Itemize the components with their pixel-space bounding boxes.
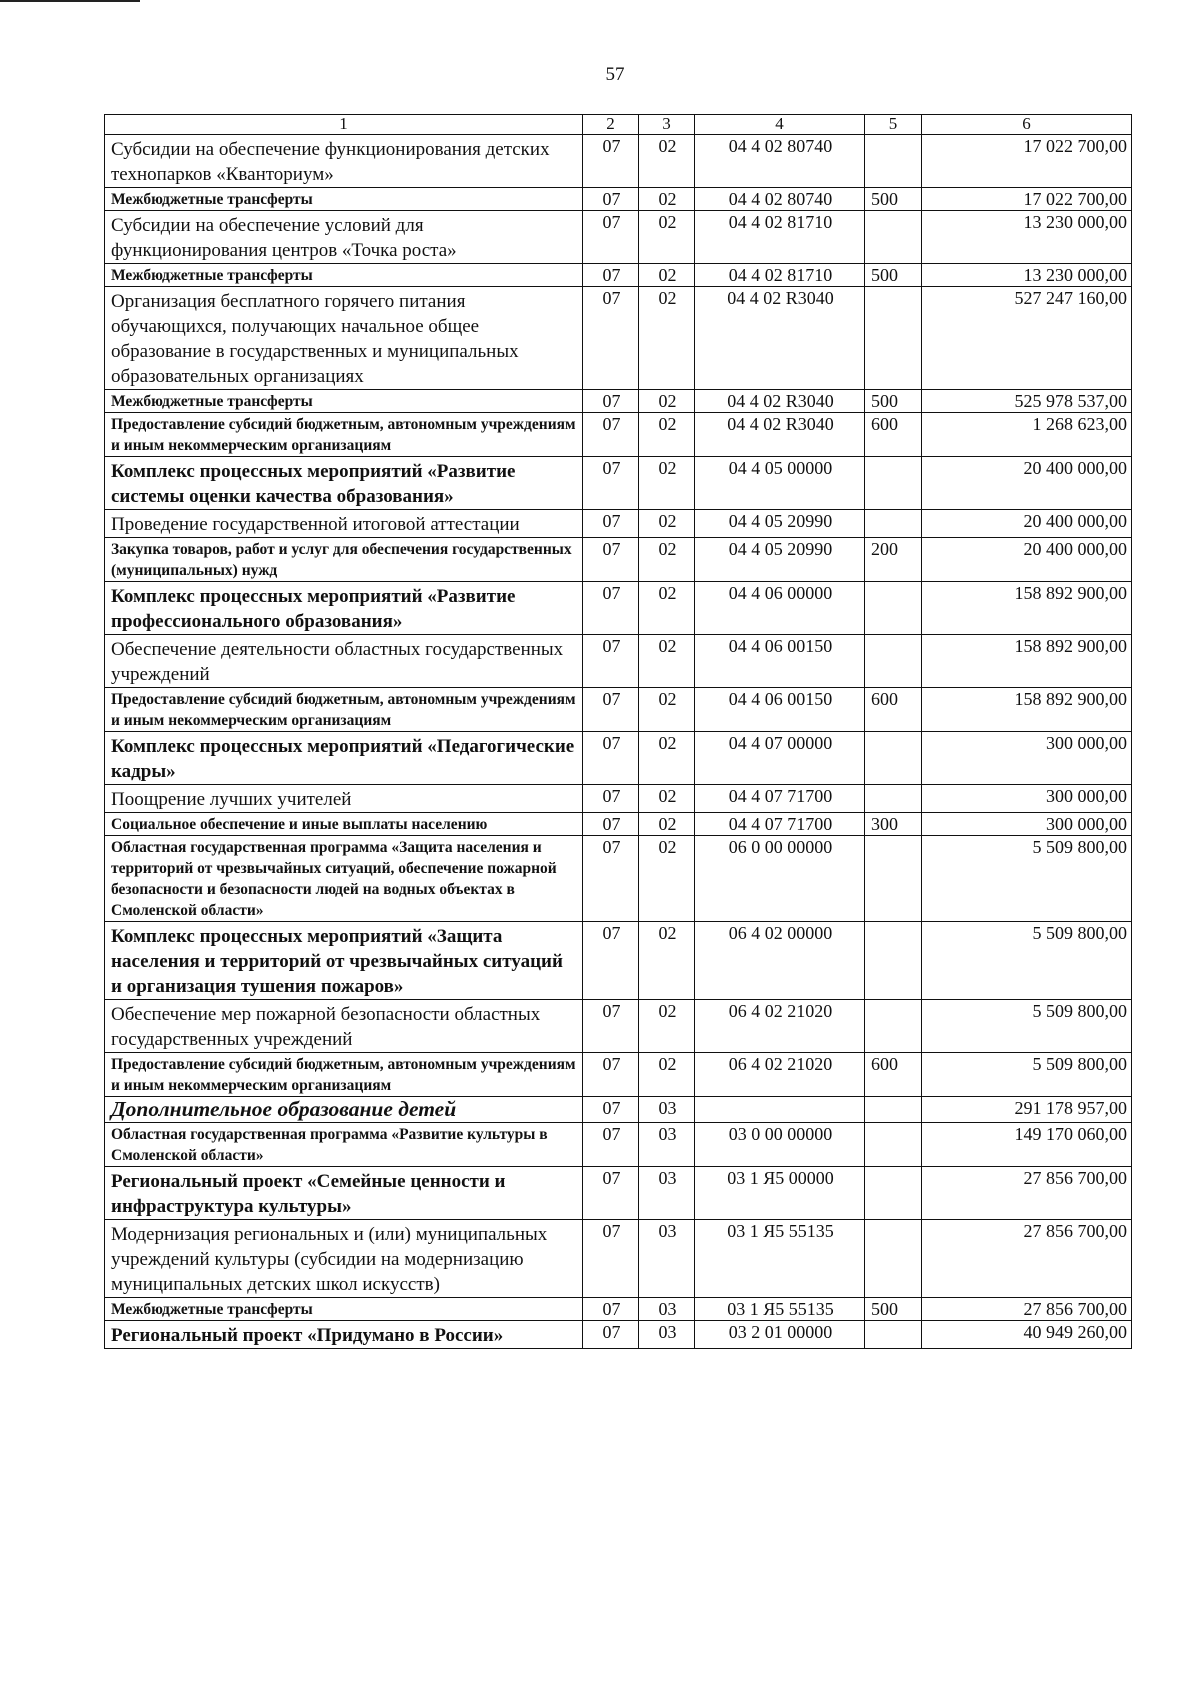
row-target-code: 04 4 02 80740 <box>695 135 865 188</box>
row-subsection: 02 <box>639 264 695 287</box>
row-section: 07 <box>583 1298 639 1321</box>
row-expense-type <box>865 457 922 510</box>
row-expense-type: 300 <box>865 813 922 836</box>
table-row <box>105 635 1132 688</box>
row-subsection: 02 <box>639 732 695 785</box>
row-name: Межбюджетные трансферты <box>105 264 583 287</box>
row-expense-type: 500 <box>865 390 922 413</box>
row-subsection: 02 <box>639 538 695 582</box>
row-amount: 300 000,00 <box>922 732 1132 785</box>
row-amount: 5 509 800,00 <box>922 836 1132 922</box>
row-amount: 20 400 000,00 <box>922 538 1132 582</box>
row-section: 07 <box>583 688 639 732</box>
row-target-code: 04 4 06 00150 <box>695 688 865 732</box>
row-target-code: 04 4 06 00000 <box>695 582 865 635</box>
row-name: Модернизация региональных и (или) муниципальных учреждений культуры (субсидии на модернизацию муниципальных детских школ искусств) <box>105 1220 583 1298</box>
row-expense-type <box>865 1321 922 1349</box>
page-number: 57 <box>605 64 625 85</box>
row-section: 07 <box>583 836 639 922</box>
row-name: Областная государственная программа «Защита населения и территорий от чрезвычайных ситуаций, обеспечение пожарной безопасности и безопасности людей на водных объектах в Смоленской области» <box>105 836 583 922</box>
budget-table <box>104 114 1132 1349</box>
row-section: 07 <box>583 785 639 813</box>
table-row <box>105 188 1132 211</box>
row-target-code: 06 4 02 21020 <box>695 1000 865 1053</box>
row-subsection: 03 <box>639 1220 695 1298</box>
row-expense-type: 600 <box>865 413 922 457</box>
row-name: Комплекс процессных мероприятий «Защита населения и территорий от чрезвычайных ситуаций и организация тушения пожаров» <box>105 922 583 1000</box>
row-target-code: 04 4 05 20990 <box>695 510 865 538</box>
row-section: 07 <box>583 1321 639 1349</box>
row-target-code: 04 4 07 71700 <box>695 813 865 836</box>
row-subsection: 02 <box>639 457 695 510</box>
row-amount: 5 509 800,00 <box>922 1000 1132 1053</box>
table-row <box>105 1167 1132 1220</box>
row-subsection: 02 <box>639 1053 695 1097</box>
table-row <box>105 732 1132 785</box>
row-expense-type <box>865 211 922 264</box>
row-section: 07 <box>583 457 639 510</box>
table-row <box>105 1000 1132 1053</box>
table-row <box>105 688 1132 732</box>
row-subsection: 02 <box>639 510 695 538</box>
header-col-1: 1 <box>105 115 583 135</box>
row-expense-type <box>865 1097 922 1123</box>
row-expense-type <box>865 582 922 635</box>
row-section: 07 <box>583 211 639 264</box>
row-expense-type <box>865 922 922 1000</box>
row-name: Региональный проект «Придумано в России» <box>105 1321 583 1349</box>
row-amount: 158 892 900,00 <box>922 635 1132 688</box>
row-amount: 20 400 000,00 <box>922 457 1132 510</box>
row-amount: 17 022 700,00 <box>922 188 1132 211</box>
row-amount: 158 892 900,00 <box>922 582 1132 635</box>
row-amount: 5 509 800,00 <box>922 922 1132 1000</box>
table-row <box>105 390 1132 413</box>
row-section: 07 <box>583 264 639 287</box>
row-name: Межбюджетные трансферты <box>105 390 583 413</box>
row-target-code: 06 4 02 00000 <box>695 922 865 1000</box>
row-section: 07 <box>583 510 639 538</box>
row-expense-type <box>865 1000 922 1053</box>
row-amount: 27 856 700,00 <box>922 1298 1132 1321</box>
row-name: Областная государственная программа «Развитие культуры в Смоленской области» <box>105 1123 583 1167</box>
row-subsection: 02 <box>639 635 695 688</box>
row-name: Субсидии на обеспечение условий для функционирования центров «Точка роста» <box>105 211 583 264</box>
row-section: 07 <box>583 1123 639 1167</box>
row-amount: 40 949 260,00 <box>922 1321 1132 1349</box>
row-target-code: 03 1 Я5 55135 <box>695 1220 865 1298</box>
row-expense-type <box>865 1220 922 1298</box>
row-expense-type <box>865 287 922 390</box>
row-target-code: 04 4 02 R3040 <box>695 390 865 413</box>
row-section: 07 <box>583 135 639 188</box>
header-col-5: 5 <box>865 115 922 135</box>
row-subsection: 02 <box>639 813 695 836</box>
row-amount: 149 170 060,00 <box>922 1123 1132 1167</box>
table-row <box>105 1321 1132 1349</box>
table-row <box>105 1123 1132 1167</box>
row-section: 07 <box>583 413 639 457</box>
row-target-code: 04 4 07 00000 <box>695 732 865 785</box>
row-subsection: 03 <box>639 1298 695 1321</box>
row-name: Предоставление субсидий бюджетным, автономным учреждениям и иным некоммерческим организациям <box>105 688 583 732</box>
row-name: Комплекс процессных мероприятий «Развитие системы оценки качества образования» <box>105 457 583 510</box>
row-name: Дополнительное образование детей <box>105 1097 583 1123</box>
header-col-6: 6 <box>922 115 1132 135</box>
row-amount: 525 978 537,00 <box>922 390 1132 413</box>
row-target-code: 03 1 Я5 00000 <box>695 1167 865 1220</box>
table-row <box>105 510 1132 538</box>
row-subsection: 02 <box>639 287 695 390</box>
row-amount: 291 178 957,00 <box>922 1097 1132 1123</box>
row-name: Обеспечение мер пожарной безопасности областных государственных учреждений <box>105 1000 583 1053</box>
header-col-4: 4 <box>695 115 865 135</box>
row-subsection: 03 <box>639 1097 695 1123</box>
row-target-code: 04 4 07 71700 <box>695 785 865 813</box>
row-subsection: 02 <box>639 922 695 1000</box>
row-name: Закупка товаров, работ и услуг для обеспечения государственных (муниципальных) нужд <box>105 538 583 582</box>
row-target-code: 03 0 00 00000 <box>695 1123 865 1167</box>
table-row <box>105 1053 1132 1097</box>
row-subsection: 02 <box>639 390 695 413</box>
row-target-code <box>695 1097 865 1123</box>
row-subsection: 02 <box>639 582 695 635</box>
row-target-code: 03 1 Я5 55135 <box>695 1298 865 1321</box>
row-expense-type <box>865 836 922 922</box>
row-name: Межбюджетные трансферты <box>105 1298 583 1321</box>
row-amount: 20 400 000,00 <box>922 510 1132 538</box>
row-subsection: 02 <box>639 785 695 813</box>
row-name: Региональный проект «Семейные ценности и инфраструктура культуры» <box>105 1167 583 1220</box>
row-name: Предоставление субсидий бюджетным, автономным учреждениям и иным некоммерческим организациям <box>105 1053 583 1097</box>
row-expense-type: 500 <box>865 1298 922 1321</box>
table-row <box>105 1298 1132 1321</box>
row-section: 07 <box>583 538 639 582</box>
row-amount: 1 268 623,00 <box>922 413 1132 457</box>
row-name: Субсидии на обеспечение функционирования детских технопарков «Кванториум» <box>105 135 583 188</box>
row-expense-type: 600 <box>865 1053 922 1097</box>
row-expense-type <box>865 732 922 785</box>
row-section: 07 <box>583 1053 639 1097</box>
row-amount: 13 230 000,00 <box>922 264 1132 287</box>
row-amount: 17 022 700,00 <box>922 135 1132 188</box>
row-target-code: 04 4 05 20990 <box>695 538 865 582</box>
row-section: 07 <box>583 188 639 211</box>
row-target-code: 04 4 02 80740 <box>695 188 865 211</box>
table-row <box>105 538 1132 582</box>
row-subsection: 02 <box>639 688 695 732</box>
row-target-code: 04 4 05 00000 <box>695 457 865 510</box>
row-target-code: 04 4 02 R3040 <box>695 413 865 457</box>
header-col-3: 3 <box>639 115 695 135</box>
row-name: Социальное обеспечение и иные выплаты населению <box>105 813 583 836</box>
row-subsection: 02 <box>639 1000 695 1053</box>
table-row <box>105 1220 1132 1298</box>
row-name: Обеспечение деятельности областных государственных учреждений <box>105 635 583 688</box>
table-row <box>105 413 1132 457</box>
row-expense-type <box>865 135 922 188</box>
table-row <box>105 836 1132 922</box>
row-amount: 13 230 000,00 <box>922 211 1132 264</box>
row-amount: 300 000,00 <box>922 813 1132 836</box>
table-row <box>105 785 1132 813</box>
table-row <box>105 264 1132 287</box>
row-expense-type <box>865 510 922 538</box>
row-expense-type: 600 <box>865 688 922 732</box>
row-amount: 27 856 700,00 <box>922 1167 1132 1220</box>
row-subsection: 02 <box>639 135 695 188</box>
row-target-code: 04 4 02 81710 <box>695 211 865 264</box>
row-name: Комплекс процессных мероприятий «Развитие профессионального образования» <box>105 582 583 635</box>
row-amount: 5 509 800,00 <box>922 1053 1132 1097</box>
row-expense-type <box>865 635 922 688</box>
row-section: 07 <box>583 1167 639 1220</box>
row-target-code: 06 0 00 00000 <box>695 836 865 922</box>
row-target-code: 04 4 02 R3040 <box>695 287 865 390</box>
row-amount: 300 000,00 <box>922 785 1132 813</box>
row-subsection: 03 <box>639 1167 695 1220</box>
row-target-code: 06 4 02 21020 <box>695 1053 865 1097</box>
table-row <box>105 457 1132 510</box>
row-amount: 527 247 160,00 <box>922 287 1132 390</box>
row-subsection: 03 <box>639 1123 695 1167</box>
row-expense-type <box>865 1123 922 1167</box>
row-section: 07 <box>583 1220 639 1298</box>
row-expense-type <box>865 1167 922 1220</box>
header-row <box>105 115 1132 135</box>
row-section: 07 <box>583 390 639 413</box>
row-subsection: 02 <box>639 836 695 922</box>
row-name: Предоставление субсидий бюджетным, автономным учреждениям и иным некоммерческим организациям <box>105 413 583 457</box>
table-row <box>105 922 1132 1000</box>
table-row <box>105 1097 1132 1123</box>
row-section: 07 <box>583 635 639 688</box>
row-subsection: 02 <box>639 188 695 211</box>
row-subsection: 03 <box>639 1321 695 1349</box>
row-name: Поощрение лучших учителей <box>105 785 583 813</box>
row-target-code: 04 4 06 00150 <box>695 635 865 688</box>
row-expense-type <box>865 785 922 813</box>
row-expense-type: 500 <box>865 188 922 211</box>
row-amount: 27 856 700,00 <box>922 1220 1132 1298</box>
row-expense-type: 500 <box>865 264 922 287</box>
table-row <box>105 582 1132 635</box>
row-name: Проведение государственной итоговой аттестации <box>105 510 583 538</box>
row-section: 07 <box>583 582 639 635</box>
row-section: 07 <box>583 813 639 836</box>
table-row <box>105 211 1132 264</box>
table-row <box>105 287 1132 390</box>
row-section: 07 <box>583 287 639 390</box>
row-target-code: 03 2 01 00000 <box>695 1321 865 1349</box>
row-expense-type: 200 <box>865 538 922 582</box>
row-target-code: 04 4 02 81710 <box>695 264 865 287</box>
scan-edge-line <box>0 0 140 2</box>
row-section: 07 <box>583 1097 639 1123</box>
row-subsection: 02 <box>639 413 695 457</box>
row-section: 07 <box>583 922 639 1000</box>
table-row <box>105 813 1132 836</box>
row-name: Межбюджетные трансферты <box>105 188 583 211</box>
row-section: 07 <box>583 732 639 785</box>
row-section: 07 <box>583 1000 639 1053</box>
header-col-2: 2 <box>583 115 639 135</box>
row-name: Организация бесплатного горячего питания обучающихся, получающих начальное общее образование в государственных и муниципальных образовательных организациях <box>105 287 583 390</box>
row-subsection: 02 <box>639 211 695 264</box>
row-name: Комплекс процессных мероприятий «Педагогические кадры» <box>105 732 583 785</box>
row-amount: 158 892 900,00 <box>922 688 1132 732</box>
table-row <box>105 135 1132 188</box>
